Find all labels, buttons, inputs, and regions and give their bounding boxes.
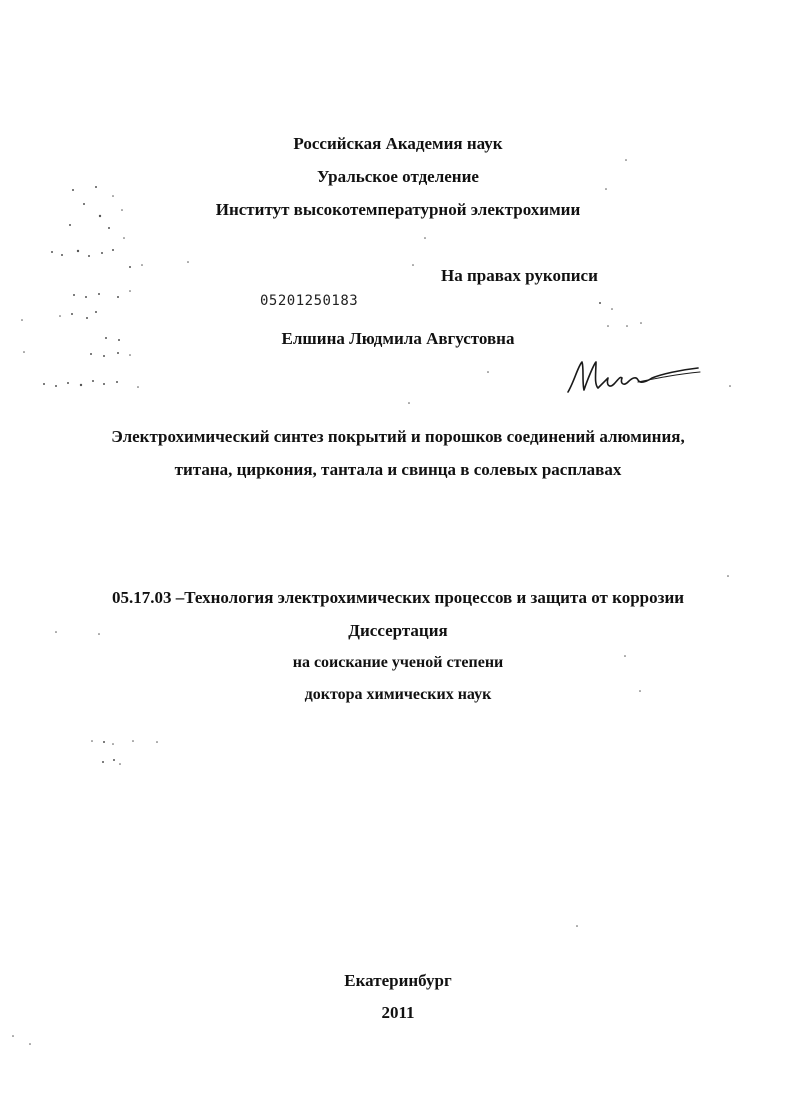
document-code: 05201250183 [260,293,359,309]
specialty-code: 05.17.03 –Технология электрохимических процессов и защита от коррозии [111,588,685,607]
institute-name: Институт высокотемпературной электрохимии [215,200,581,219]
title-line-2: титана, циркония, тантала и свинца в солевых расплавах [174,460,622,479]
work-type: Диссертация [348,621,448,640]
rights-note: На правах рукописи [441,266,598,285]
signature-icon [562,354,704,400]
author-name: Елшина Людмила Августовна [281,329,515,348]
academy-name: Российская Академия наук [293,134,503,153]
degree-name: доктора химических наук [304,686,492,703]
title-line-1: Электрохимический синтез покрытий и порошков соединений алюминия, [111,427,685,446]
branch-name: Уральское отделение [317,167,479,186]
city: Екатеринбург [344,971,452,990]
degree-pursuit: на соискание ученой степени [292,654,504,671]
year: 2011 [381,1003,415,1022]
